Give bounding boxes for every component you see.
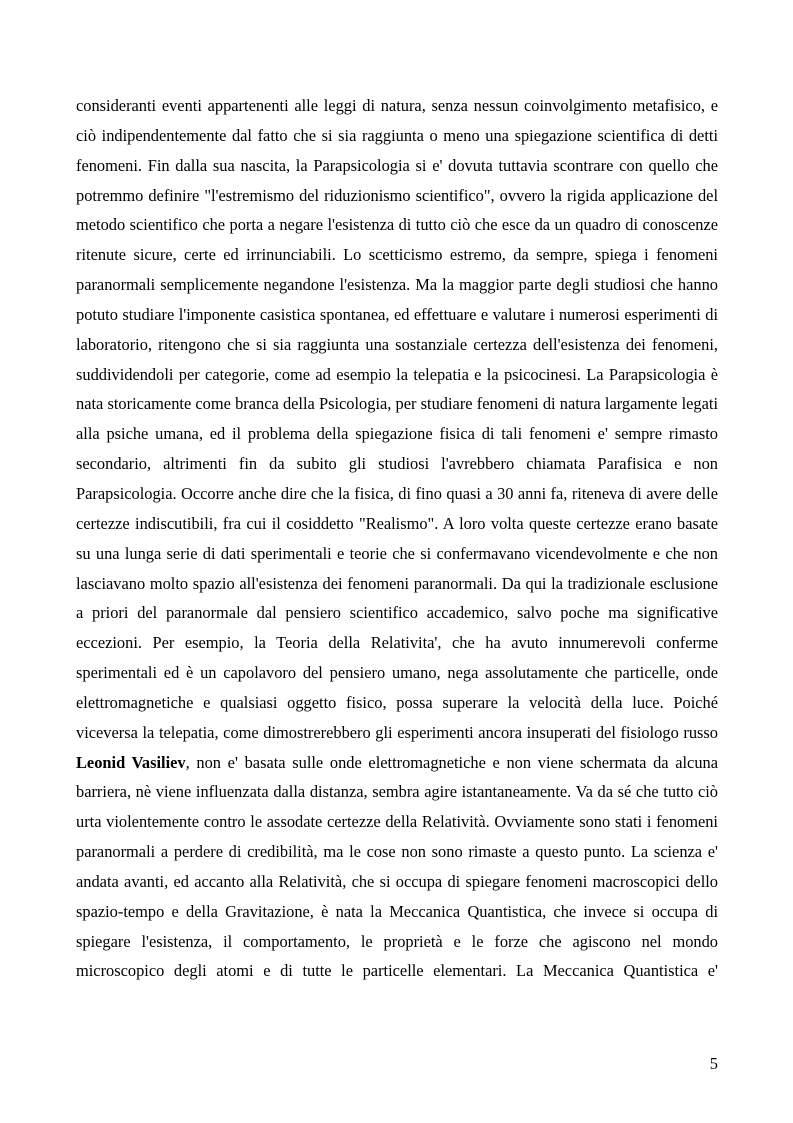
bold-author-name: Leonid Vasiliev xyxy=(76,752,186,772)
body-paragraph xyxy=(76,91,718,986)
paragraph-text-before-name: consideranti eventi appartenenti alle leggi di natura, senza nessun coinvolgimento metafisico, e ciò indipendentemente dal fatto che si sia raggiunta o meno una spiegazione scientifica di detti fenomeni. Fin dalla sua nascita, la Parapsicologia si e' dovuta tuttavia scontrare con quello che potremmo definire "l'estremismo del riduzionismo scientifico", ovvero la rigida applicazione del metodo scientifico che porta a negare l'esistenza di tutto ciò che esce da un quadro di conoscenze ritenute sicure, certe ed irrinunciabili. Lo scetticismo estremo, da sempre, spiega i fenomeni paranormali semplicemente negandone l'esistenza. Ma la maggior parte degli studiosi che hanno potuto studiare l'imponente casistica spontanea, ed effettuare e valutare i numerosi esperimenti di laboratorio, ritengono che si sia raggiunta una sostanziale certezza dell'esistenza dei fenomeni, suddividendoli per categorie, come ad esempio la telepatia e la psicocinesi. La Parapsicologia è nata storicamente come branca della Psicologia, per studiare fenomeni di natura largamente legati alla psiche umana, ed il problema della spiegazione fisica di tali fenomeni e' sempre rimasto secondario, altrimenti fin da subito gli studiosi l'avrebbero chiamata Parafisica e non Parapsicologia. Occorre anche dire che la fisica, di fino quasi a 30 anni fa, riteneva di avere delle certezze indiscutibili, fra cui il cosiddetto "Realismo". A loro volta queste certezze erano basate su una lunga serie di dati sperimentali e teorie che si confermavano vicendevolmente e che non lasciavano molto spazio all'esistenza dei fenomeni paranormali. Da qui la tradizionale esclusione a priori del paranormale dal pensiero scientifico accademico, salvo poche ma significative eccezioni. Per esempio, la Teoria della Relativita', che ha avuto innumerevoli conferme sperimentali ed è un capolavoro del pensiero umano, nega assolutamente che particelle, onde elettromagnetiche e qualsiasi oggetto fisico, possa superare la velocità della luce. Poiché viceversa la telepatia, come dimostrerebbero gli esperimenti ancora insuperati del fisiologo russo xyxy=(76,96,718,742)
paragraph-text-after-name: , non e' basata sulle onde elettromagnetiche e non viene schermata da alcuna barriera, nè viene influenzata dalla distanza, sembra agire istantaneamente. Va da sé che tutto ciò urta violentemente contro le assodate certezze della Relatività. Ovviamente sono stati i fenomeni paranormali a perdere di credibilità, ma le cose non sono rimaste a questo punto. La scienza e' andata avanti, ed accanto alla Relatività, che si occupa di spiegare fenomeni macroscopici dello spazio-tempo e della Gravitazione, è nata la Meccanica Quantistica, che invece si occupa di spiegare l'esistenza, il comportamento, le proprietà e le forze che agiscono nel mondo microscopico degli atomi e di tutte le particelle elementari. La Meccanica Quantistica e' xyxy=(76,752,718,981)
page-number: 5 xyxy=(709,1054,718,1073)
